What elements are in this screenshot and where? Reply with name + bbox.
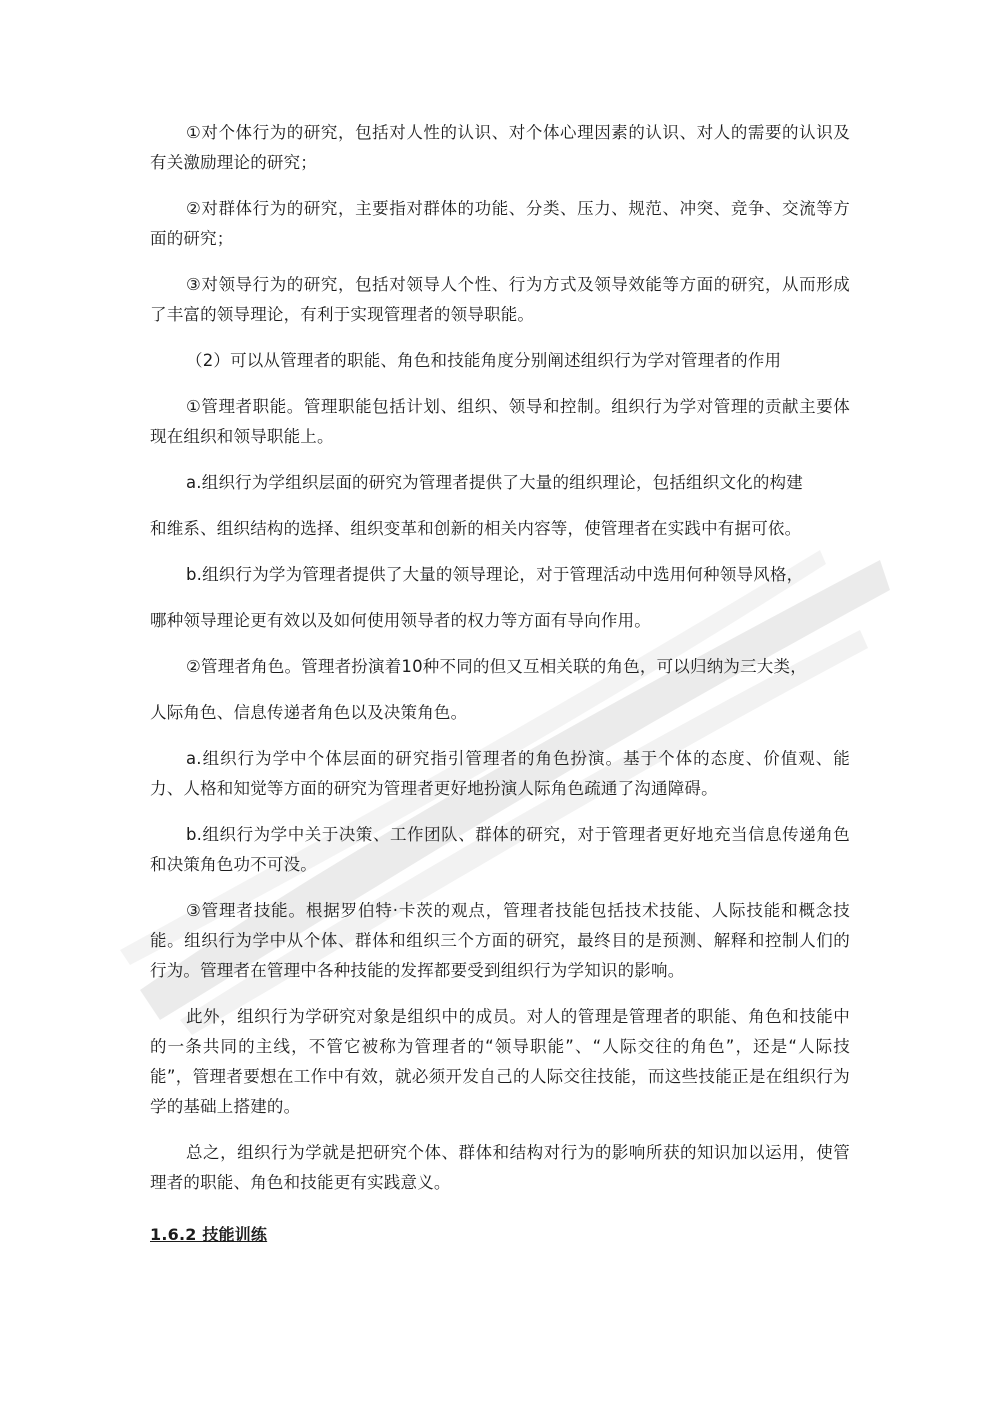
paragraph-functions-a-line1: a.组织行为学组织层面的研究为管理者提供了大量的组织理论，包括组织文化的构建 bbox=[186, 473, 803, 492]
paragraph-group-behavior: ②对群体行为的研究，主要指对群体的功能、分类、压力、规范、冲突、竞争、交流等方面的研究； bbox=[150, 199, 850, 248]
paragraph-functions-a-line2: 和维系、组织结构的选择、组织变革和创新的相关内容等，使管理者在实践中有据可依。 bbox=[150, 519, 802, 538]
document-body bbox=[150, 118, 850, 1245]
paragraph-leadership-behavior: ③对领导行为的研究，包括对领导人个性、行为方式及领导效能等方面的研究，从而形成了丰富的领导理论，有利于实现管理者的领导职能。 bbox=[150, 275, 850, 324]
paragraph-manager-skills: ③管理者技能。根据罗伯特·卡茨的观点，管理者技能包括技术技能、人际技能和概念技能。组织行为学中从个体、群体和组织三个方面的研究，最终目的是预测、解释和控制人们的行为。管理者在管理中各种技能的发挥都要受到组织行为学知识的影响。 bbox=[150, 901, 850, 980]
paragraph-functions-b-line2: 哪种领导理论更有效以及如何使用领导者的权力等方面有导向作用。 bbox=[150, 611, 651, 630]
paragraph-roles-b: b.组织行为学中关于决策、工作团队、群体的研究，对于管理者更好地充当信息传递角色和决策角色功不可没。 bbox=[150, 825, 850, 874]
section-heading-skill-training: 1.6.2 技能训练 bbox=[150, 1225, 268, 1244]
paragraph-individual-behavior: ①对个体行为的研究，包括对人性的认识、对个体心理因素的认识、对人的需要的认识及有关激励理论的研究； bbox=[150, 123, 850, 172]
paragraph-roles-intro: （2）可以从管理者的职能、角色和技能角度分别阐述组织行为学对管理者的作用 bbox=[186, 351, 782, 370]
paragraph-roles-a: a.组织行为学中个体层面的研究指引管理者的角色扮演。基于个体的态度、价值观、能力、人格和知觉等方面的研究为管理者更好地扮演人际角色疏通了沟通障碍。 bbox=[150, 749, 850, 798]
paragraph-furthermore: 此外，组织行为学研究对象是组织中的成员。对人的管理是管理者的职能、角色和技能中的一条共同的主线，不管它被称为管理者的“领导职能”、“人际交往的角色”，还是“人际技能”，管理者要想在工作中有效，就必须开发自己的人际交往技能，而这些技能正是在组织行为学的基础上搭建的。 bbox=[150, 1007, 850, 1116]
paragraph-manager-functions: ①管理者职能。管理职能包括计划、组织、领导和控制。组织行为学对管理的贡献主要体现在组织和领导职能上。 bbox=[150, 397, 850, 446]
paragraph-conclusion: 总之，组织行为学就是把研究个体、群体和结构对行为的影响所获的知识加以运用，使管理者的职能、角色和技能更有实践意义。 bbox=[150, 1143, 850, 1192]
paragraph-functions-b-line1: b.组织行为学为管理者提供了大量的领导理论，对于管理活动中选用何种领导风格， bbox=[186, 565, 804, 584]
paragraph-manager-roles-line1: ②管理者角色。管理者扮演着10种不同的但又互相关联的角色，可以归纳为三大类， bbox=[186, 657, 807, 676]
paragraph-manager-roles-line2: 人际角色、信息传递者角色以及决策角色。 bbox=[150, 703, 468, 722]
